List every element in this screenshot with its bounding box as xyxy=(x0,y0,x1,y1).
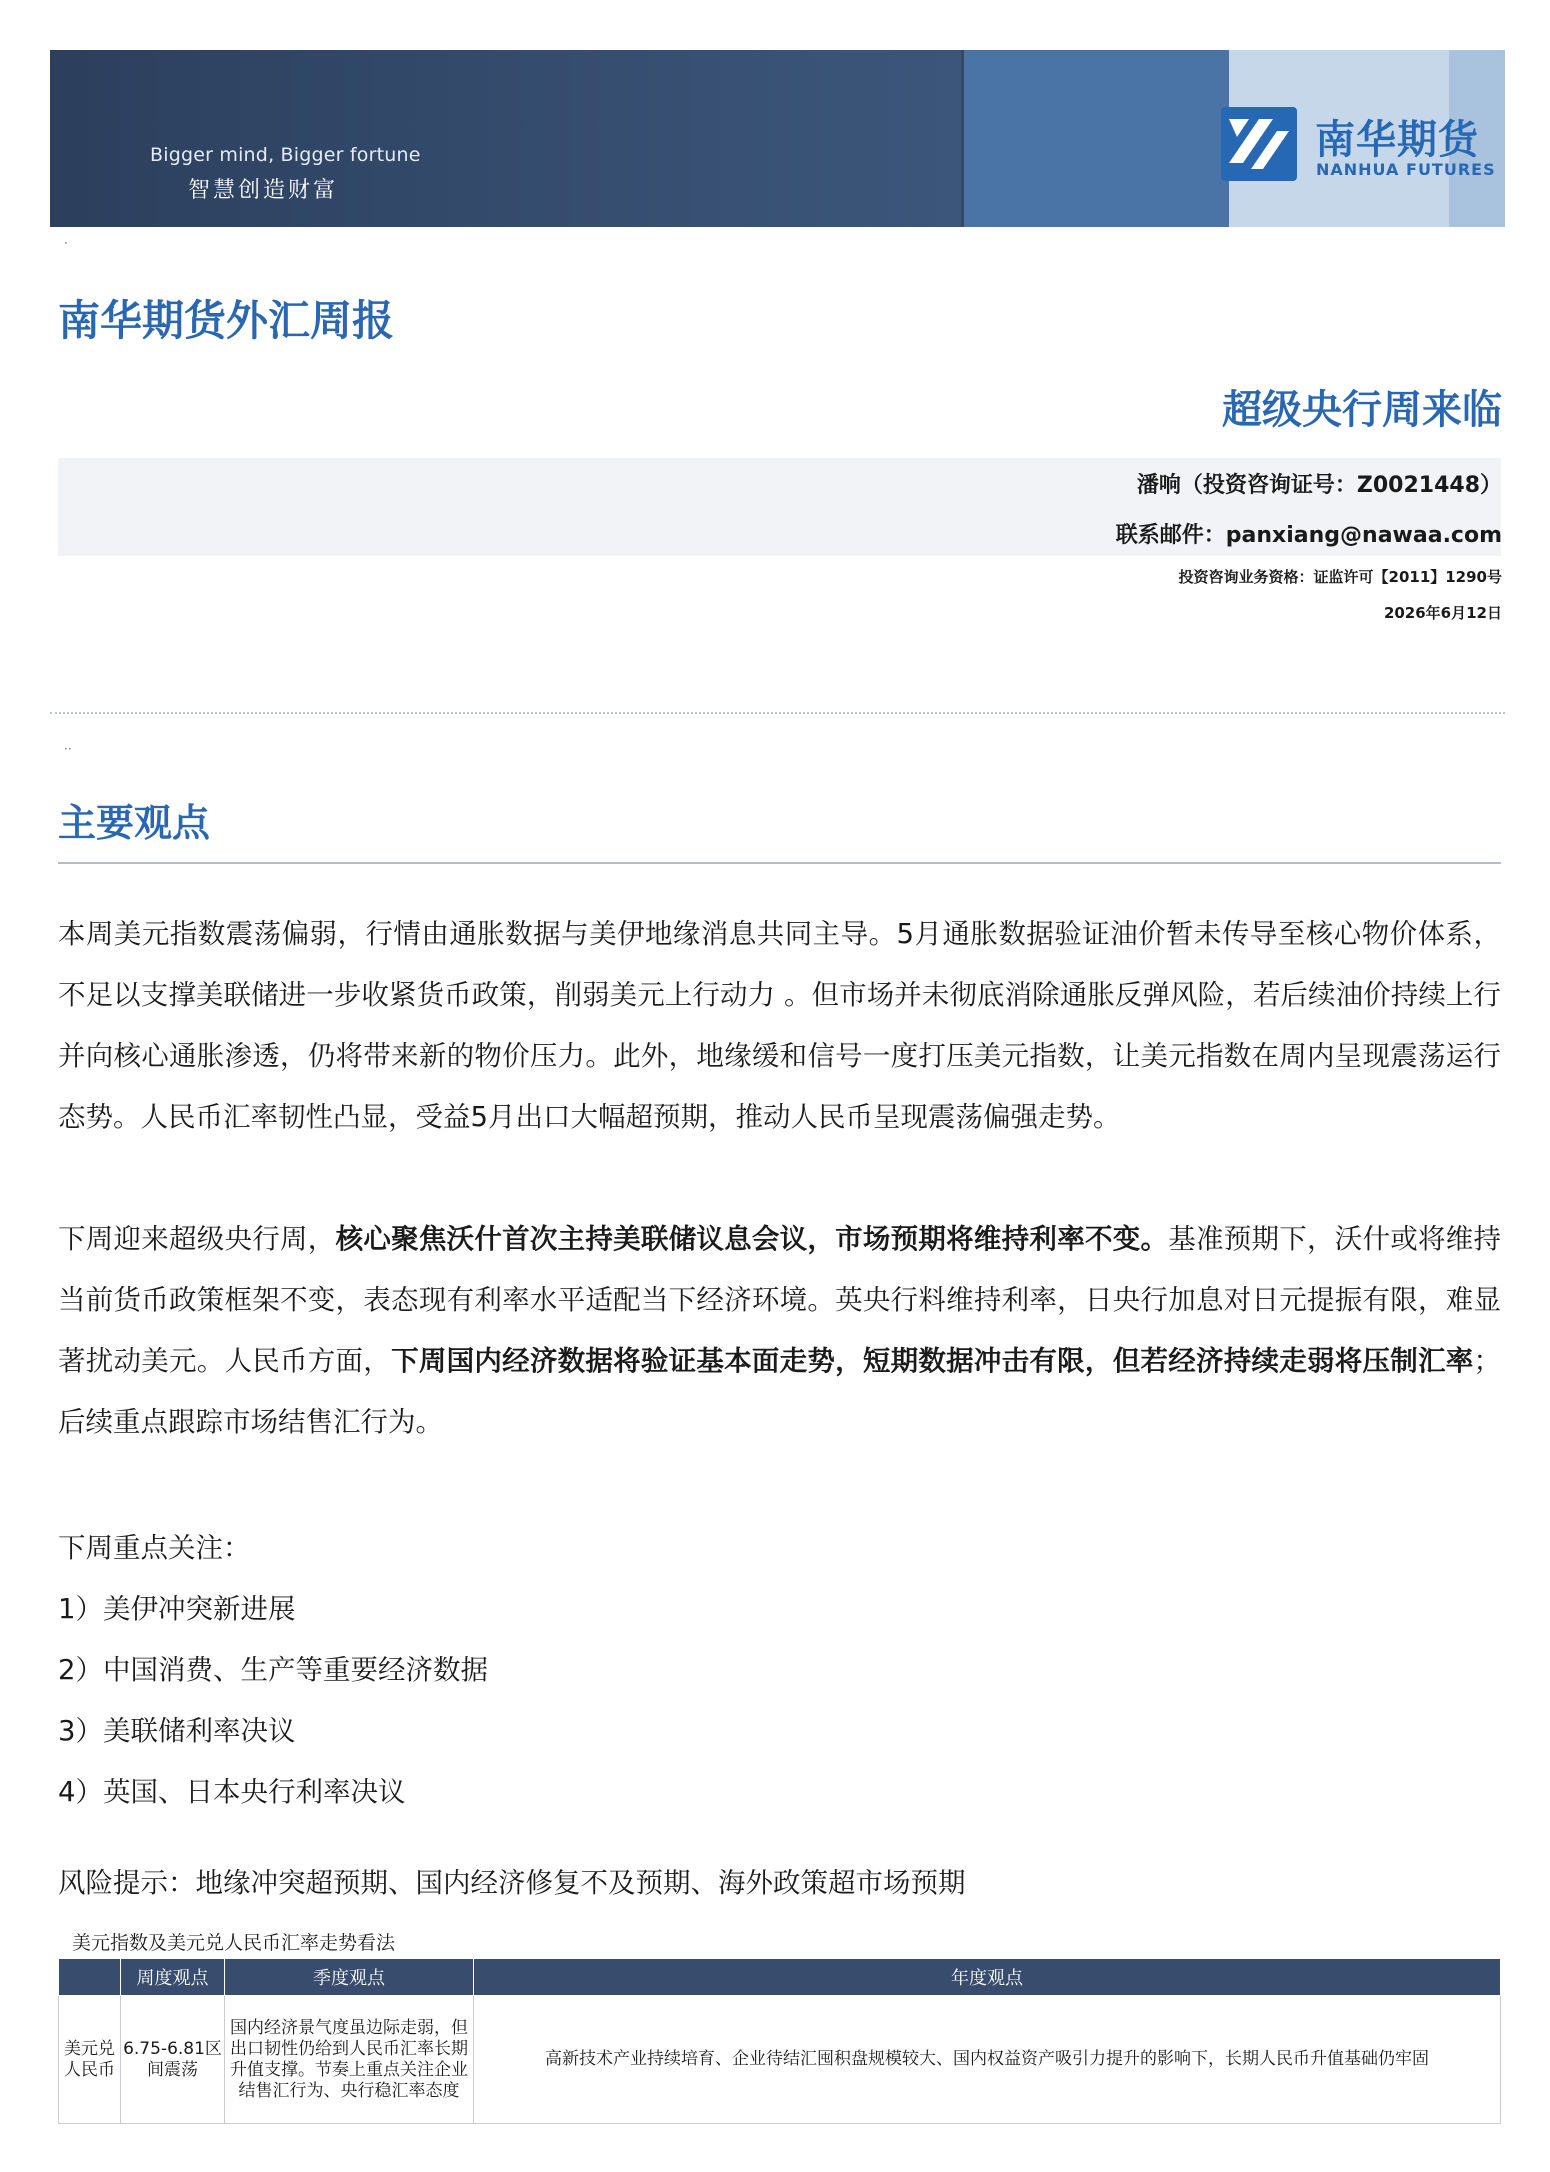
logo-chinese-name: 南华期货 xyxy=(1315,117,1479,163)
focus-item: 2）中国消费、生产等重要经济数据 xyxy=(58,1654,488,1686)
email-address[interactable]: panxiang@nawaa.com xyxy=(1225,523,1502,548)
p2-bold-fed: 核心聚焦沃什首次主持美联储议息会议，市场预期将维持利率不变。 xyxy=(335,1223,1169,1255)
banner-block-mid xyxy=(961,50,1229,227)
report-title: 南华期货外汇周报 xyxy=(58,296,395,345)
weekly-view-cell: 6.75-6.81区间震荡 xyxy=(121,1996,225,2124)
contact-email xyxy=(1116,518,1502,549)
slogan-english: Bigger mind, Bigger fortune xyxy=(150,144,421,166)
section-divider xyxy=(50,712,1505,714)
email-label: 联系邮件： xyxy=(1115,523,1226,548)
table-row xyxy=(59,1996,1501,2124)
report-date: 2026年6月12日 xyxy=(1383,604,1502,622)
nanhua-logo-icon xyxy=(1219,105,1299,183)
p2-bold-rmb: 下周国内经济数据将验证基本面走势，短期数据冲击有限，但若经济持续走弱将压制汇率 xyxy=(391,1345,1474,1377)
page-marker-2: ·· xyxy=(64,742,72,756)
focus-item: 3）美联储利率决议 xyxy=(58,1715,296,1747)
table-header-cell: 季度观点 xyxy=(225,1959,474,1996)
page-marker: · xyxy=(64,236,68,250)
quarterly-view-cell: 国内经济景气度虽边际走弱，但出口韧性仍给到人民币汇率长期升值支撑。节奏上重点关注企业结售汇行为、央行稳汇率态度 xyxy=(225,1996,474,2124)
focus-item: 1）美伊冲突新进展 xyxy=(58,1593,296,1625)
risk-warning: 风险提示：地缘冲突超预期、国内经济修复不及预期、海外政策超市场预期 xyxy=(58,1867,966,1899)
outlook-table xyxy=(58,1958,1501,2124)
paragraph-weekly-review: 本周美元指数震荡偏弱，行情由通胀数据与美伊地缘消息共同主导。5月通胀数据验证油价暂未传导至核心物价体系，不足以支撑美联储进一步收紧货币政策，削弱美元上行动力 。但市场并未彻底消除通胀反弹风险，若后续油价持续上行并向核心通胀渗透，仍将带来新的物价压力。此外，地缘缓和信号一度打压美元指数，让美元指数在周内呈现震荡运行态势。人民币汇率韧性凸显，受益5月出口大幅超预期，推动人民币呈现震荡偏强走势。 xyxy=(58,918,1501,1133)
author-name: 潘响（投资咨询证号：Z0021448） xyxy=(1136,473,1502,498)
header-banner xyxy=(50,50,1505,227)
yearly-view-cell: 高新技术产业持续培育、企业待结汇囤积盘规模较大、国内权益资产吸引力提升的影响下，长期人民币升值基础仍牢固 xyxy=(474,1996,1501,2124)
logo-english-name: NANHUA FUTURES xyxy=(1316,160,1496,179)
table-header-cell: 年度观点 xyxy=(474,1959,1501,1996)
p2-part-e: ；后续重点跟踪市场结售汇行为。 xyxy=(58,1345,1502,1438)
focus-item: 4）英国、日本央行利率决议 xyxy=(58,1776,406,1808)
table-header-row xyxy=(59,1959,1501,1996)
row-label-cell: 美元兑人民币 xyxy=(59,1996,121,2124)
report-subtitle: 超级央行周来临 xyxy=(1222,387,1502,433)
focus-title: 下周重点关注： xyxy=(58,1532,251,1564)
table-header-cell xyxy=(59,1959,121,1996)
section-rule xyxy=(58,862,1501,864)
table-caption: 美元指数及美元兑人民币汇率走势看法 xyxy=(72,1932,396,1954)
p2-part-a: 下周迎来超级央行周， xyxy=(58,1223,336,1255)
p2-part-c: 基准预期下，沃什或将维持当前货币政策框架不变，表态现有利率水平适配当下经济环境。英央行料维持利率，日央行加息对日元提振有限，难显著扰动美元。人民币方面， xyxy=(58,1223,1502,1377)
paragraph-next-week-outlook xyxy=(58,1209,1501,1453)
slogan-chinese: 智慧创造财富 xyxy=(188,178,339,203)
license-info: 投资咨询业务资格：证监许可【2011】1290号 xyxy=(1178,568,1502,586)
table-header-cell: 周度观点 xyxy=(121,1959,225,1996)
banner-divider xyxy=(961,50,964,227)
section-title: 主要观点 xyxy=(58,801,211,845)
